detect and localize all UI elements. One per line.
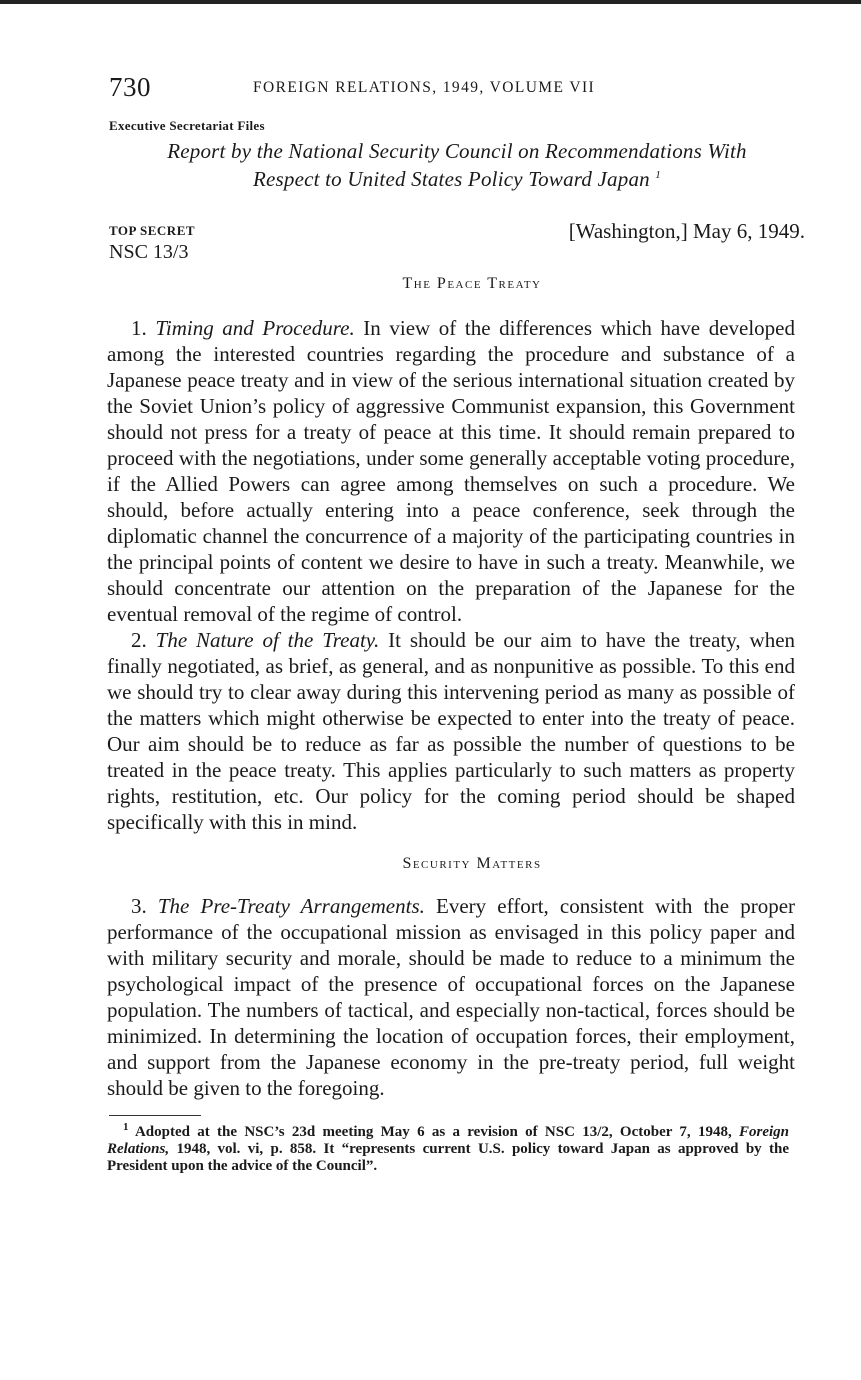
title-footnote-marker[interactable]: 1 bbox=[655, 169, 661, 181]
footnote-marker: 1 bbox=[123, 1121, 129, 1133]
paragraph-3-title: The Pre-Treaty Arrangements. bbox=[157, 894, 425, 918]
footnote-1 bbox=[107, 1121, 790, 1175]
running-title: FOREIGN RELATIONS, 1949, VOLUME VII bbox=[253, 79, 596, 96]
document-title bbox=[107, 137, 807, 193]
section-heading-peace-treaty: The Peace Treaty bbox=[402, 275, 542, 292]
paragraph-2-body: It should be our aim to have the treaty, when finally negotiated, as brief, as general, and as nonpunitive as possible. To this end we should try to clear away during this intervening period as many as possible of the matters which might otherwise be expected to enter into the treaty of peace. Our aim should be to reduce as far as possible the number of questions to be treated in the peace treaty. This applies particularly to such matters as property rights, restitution, etc. Our policy for the coming period should be shaped specifically with this in mind. bbox=[107, 628, 796, 834]
classification-label: TOP SECRET bbox=[109, 223, 196, 238]
document-number: NSC 13/3 bbox=[109, 241, 189, 263]
paragraph-3-number: 3. bbox=[131, 894, 147, 918]
top-border-rule bbox=[0, 0, 861, 4]
paragraph-1-body: In view of the differences which have developed among the interested countries regarding the procedure and substance of a Japanese peace treaty and in view of the serious international situation created by the Soviet Union’s policy of aggressive Communist expansion, this Government should not press for a treaty of peace at this time. It should remain prepared to proceed with the negotiations, under some generally acceptable voting procedure, if the Allied Powers can agree among themselves on such a procedure. We should, before actually entering into a peace conference, seek through the diplomatic channel the concurrence of a majority of the participating countries in the principal points of content we desire to have in such a treaty. Meanwhile, we should concentrate our attention on the preparation of the Japanese for the eventual removal of the regime of control. bbox=[107, 316, 796, 626]
source-line: Executive Secretariat Files bbox=[109, 118, 265, 133]
section-heading-security-matters: Security Matters bbox=[402, 855, 542, 872]
footnote-divider bbox=[109, 1115, 201, 1116]
document-page bbox=[107, 60, 805, 1175]
paragraph-2-title: The Nature of the Treaty. bbox=[155, 628, 380, 652]
paragraph-3-body: Every effort, consistent with the proper performance of the occupational mission as envisaged in this policy paper and with military security and morale, should be made to reduce to a minimum the psychological impact of the presence of occupational forces on the Japanese population. The numbers of tactical, and especially non-tactical, forces should be minimized. In determining the location of occupation forces, their employment, and support from the Japanese economy in the pre-treaty period, full weight should be given to the foregoing. bbox=[107, 894, 796, 1100]
document-title-line-2-text: Respect to United States Policy Toward Japan bbox=[252, 167, 650, 191]
paragraph-2 bbox=[107, 627, 795, 835]
paragraph-3 bbox=[107, 893, 795, 1101]
footnote-text-after: 1948, vol. vi, p. 858. It “represents current U.S. policy toward Japan as approved by the President upon the advice of the Council”. bbox=[107, 1141, 789, 1174]
paragraph-1-number: 1. bbox=[131, 316, 147, 340]
paragraph-1-title: Timing and Procedure. bbox=[155, 316, 355, 340]
page-header bbox=[107, 60, 797, 106]
page-number: 730 bbox=[109, 72, 151, 102]
footnote-italic-reference: Foreign Relations, bbox=[107, 1124, 790, 1157]
paragraph-2-number: 2. bbox=[131, 628, 147, 652]
document-title-line-2 bbox=[107, 165, 807, 193]
footnote-text-before: Adopted at the NSC’s 23d meeting May 6 as a revision of NSC 13/2, October 7, 1948, bbox=[134, 1124, 732, 1140]
document-meta bbox=[107, 219, 805, 275]
paragraph-1 bbox=[107, 315, 795, 627]
place-and-date: [Washington,] May 6, 1949. bbox=[568, 219, 805, 243]
document-title-line-1: Report by the National Security Council on Recommendations With bbox=[167, 139, 747, 163]
